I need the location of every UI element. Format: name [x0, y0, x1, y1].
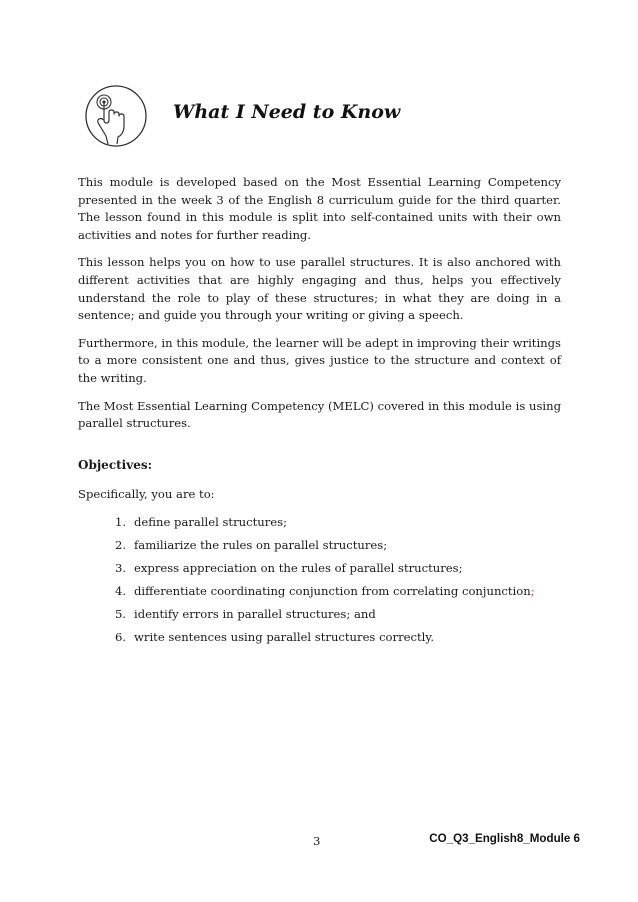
list-item [115, 560, 561, 578]
list-item-number: 1. [115, 515, 127, 530]
objectives-intro: Specifically, you are to: [78, 486, 215, 501]
module-body [78, 174, 561, 652]
list-item-number: 2. [115, 538, 127, 553]
list-item-text: write sentences using parallel structures correctly. [134, 629, 435, 644]
list-item-text: express appreciation on the rules of parallel structures; [134, 561, 463, 576]
list-item-text: define parallel structures; [134, 515, 287, 530]
pointing-hand-icon [84, 84, 148, 148]
page-number: 3 [313, 834, 321, 848]
list-item [115, 537, 561, 555]
paragraph-furthermore: Furthermore, in this module, the learner will be adept in improving their writings to a more consistent one and thus, gives justice to the structure and context of the writing. [78, 335, 561, 385]
list-item [115, 514, 561, 532]
list-item-number: 3. [115, 561, 127, 576]
list-item-number: 4. [115, 583, 127, 598]
list-item-text: identify errors in parallel structures; and [134, 606, 376, 621]
list-item [115, 583, 561, 601]
paragraph-intro: This module is developed based on the Most Essential Learning Competency presented in the week 3 of the English 8 curriculum guide for the third quarter. The lesson found in this module is split into self-contained units with their own activities and notes for further reading. [78, 175, 561, 242]
list-item-number: 5. [115, 606, 127, 621]
list-item [115, 606, 561, 624]
paragraph-lesson: This lesson helps you on how to use parallel structures. It is also anchored with different activities that are highly engaging and thus, helps you effectively understand the role to play of these structures; in what they are doing in a sentence; and guide you through your writing or giving a speech. [78, 255, 561, 323]
list-item-text: differentiate coordinating conjunction from correlating conjunction [134, 583, 531, 598]
paragraph-melc: The Most Essential Learning Competency (MELC) covered in this module is using parallel structures. [78, 398, 561, 431]
list-item-number: 6. [115, 629, 127, 644]
section-title: What I Need to Know [173, 101, 401, 123]
list-item-text: familiarize the rules on parallel structures; [134, 538, 388, 553]
red-semicolon: ; [530, 583, 535, 598]
objectives-heading: Objectives: [78, 457, 153, 472]
objectives-list [78, 514, 561, 646]
list-item [115, 629, 561, 647]
module-code: CO_Q3_English8_Module 6 [429, 832, 580, 845]
